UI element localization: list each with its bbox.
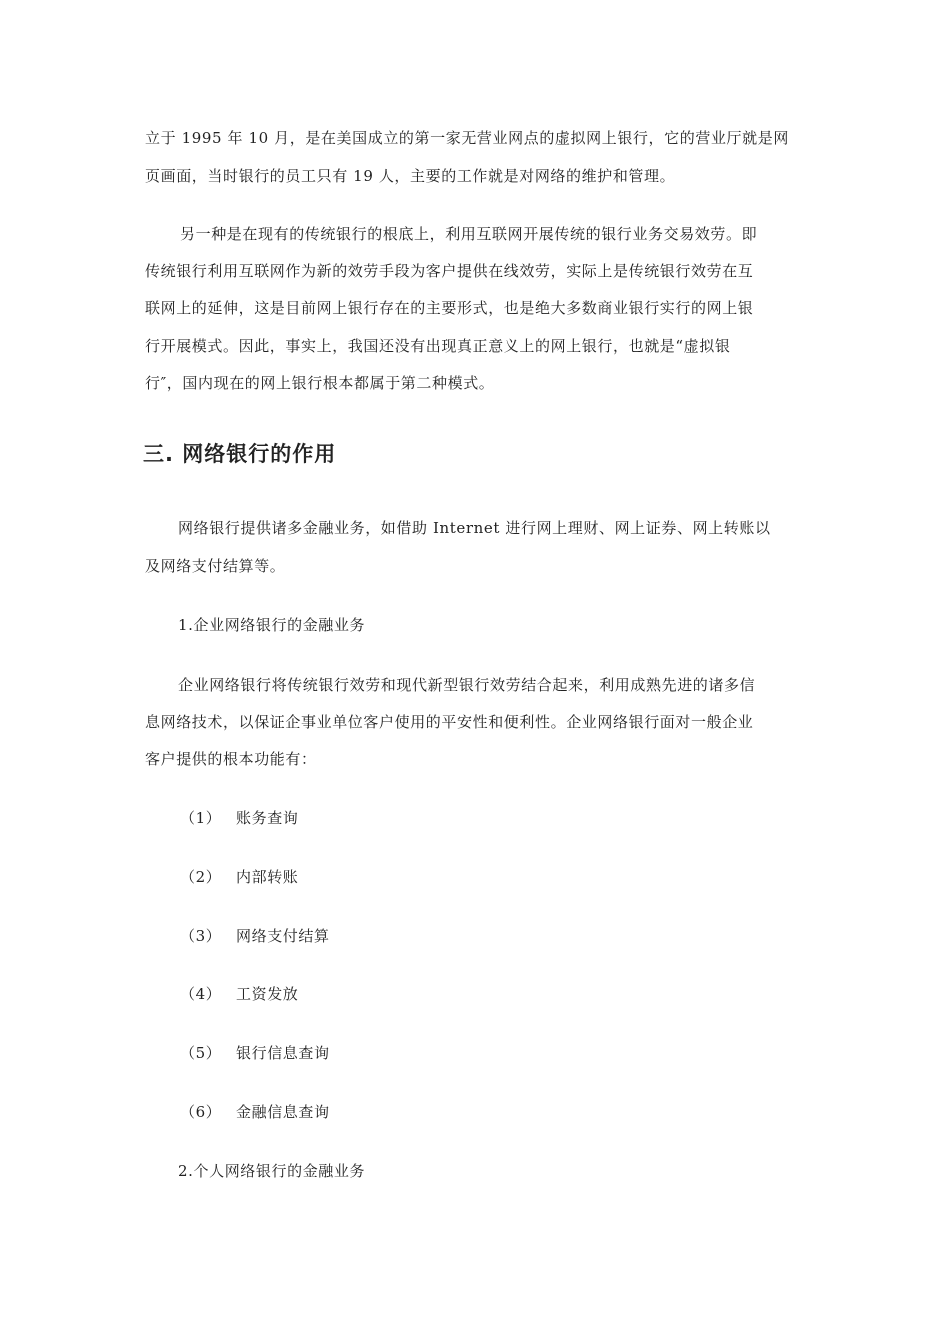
paragraph-4-line-2: 息网络技术，以保证企事业单位客户使用的平安性和便利性。企业网络银行面对一般企业 [145,713,754,731]
paragraph-4-line-1: 企业网络银行将传统银行效劳和现代新型银行效劳结合起来，利用成熟先进的诸多信 [178,676,756,694]
list-item [180,1043,330,1063]
paragraph-2-line-4: 行开展模式。因此，事实上，我国还没有出现真正意义上的网上银行，也就是“虚拟银 [145,337,731,355]
list-item-text: 账务查询 [236,809,299,827]
paragraph-3-line-2: 及网络支付结算等。 [145,557,286,575]
list-item-text: 内部转账 [236,868,299,886]
list-item-number: （1） [180,809,222,827]
section-heading-3: 三. 网络银行的作用 [143,442,337,466]
list-item-number: （2） [180,868,222,886]
list-item [180,867,298,887]
paragraph-3-line-1: 网络银行提供诸多金融业务，如借助 Internet 进行网上理财、网上证券、网上转账以 [178,519,771,537]
paragraph-2-line-2: 传统银行利用互联网作为新的效劳手段为客户提供在线效劳，实际上是传统银行效劳在互 [145,262,754,280]
subsection-heading-1: 1.企业网络银行的金融业务 [178,616,366,634]
list-item-text: 金融信息查询 [236,1103,330,1121]
list-item [180,1102,330,1122]
list-item [180,926,330,946]
list-item-number: （5） [180,1044,222,1062]
list-item-text: 网络支付结算 [236,927,330,945]
paragraph-4-line-3: 客户提供的根本功能有： [145,750,317,768]
paragraph-1-line-2: 页画面，当时银行的员工只有 19 人，主要的工作就是对网络的维护和管理。 [145,167,676,185]
list-item-text: 银行信息查询 [236,1044,330,1062]
paragraph-2-line-3: 联网上的延伸，这是目前网上银行存在的主要形式，也是绝大多数商业银行实行的网上银 [145,299,754,317]
list-item [180,984,298,1004]
list-item-number: （4） [180,985,222,1003]
subsection-heading-2: 2.个人网络银行的金融业务 [178,1162,366,1180]
paragraph-1-line-1: 立于 1995 年 10 月，是在美国成立的第一家无营业网点的虚拟网上银行，它的营业厅就是网 [145,129,789,147]
list-item-text: 工资发放 [236,985,299,1003]
list-item [180,808,298,828]
list-item-number: （3） [180,927,222,945]
paragraph-2-line-1: 另一种是在现有的传统银行的根底上，利用互联网开展传统的银行业务交易效劳。即 [180,225,758,243]
paragraph-2-line-5: 行″，国内现在的网上银行根本都属于第二种模式。 [145,374,495,392]
list-item-number: （6） [180,1103,222,1121]
